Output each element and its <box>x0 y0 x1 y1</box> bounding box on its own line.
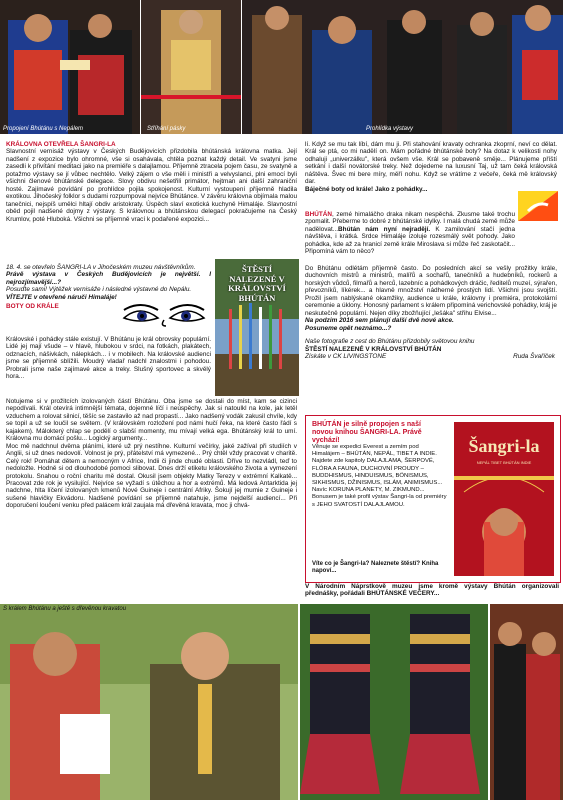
photo-bhutan-nepal <box>0 0 140 134</box>
photo-caption: Stříhání pásky <box>147 126 186 132</box>
paragraph: Do Bhútánu odlétám příjemně často. Do posledních akcí se vešly prožitky krále, duchovních mistrů a ministrů, malířů a sochařů, tanečníků a hudebníků, rockerů a horských vůdců, filmařů a herců, lazebníc a pohádkových dráčic, ředitelů muzeí, sýrařen, převozníků, líkérek... a hlavně množství nádherné prostých lidí. Všichni jsou svojští. Prožil jsem nablýskané okamžiky, audience u krále, královny i premiéra, protokolární ceremonie a úklony. Honosný parlament s králem připomíná verichovské pohádky, kráj je neskutečně populární. Nejen díky zbožňující „lešáka" střihu Elvise... <box>305 265 557 317</box>
paragraph: Královské i pohádky stále existují. V Bhútánu je král obrovsky populární. Lidé jej mají všude – v hlavě, hlubokou v srdci, na fotkách, plakátech, odznacích, nášivkách, nálepkách... i v mobilech. Na královské audienci jsme se příjemně sblížili. Moudrý vladař nadchl znalostmi i pohodou. Probrali jsme naše zajímavé akce a treky. Slušný sportovec a skvělý hora... <box>6 336 211 381</box>
paragraph: VÍTEJTE v otevřené náruči Himaláje! <box>6 293 117 301</box>
paragraph: Moc mě nadchnul dvěma pláními, které už prý nestíhne. Kulturní večírky, jaké zažíval při studiích v Anglii, si už dnes nedovolí. Volnost je prý, přátelství má vymezené... Prý chtěl vždy pracovat v charitě. Celý rok! Pomáhat dětem a nemocným v Africe, Indii či jinde chudé oblasti. Dříve to nezvládl, teď to nedoložte. Hodně si od dlouhodobé pomoci slibovat. Dnes drží etiketu královského života a vymezení protokolu. Snahou o roční charitu mě dostal. Okusil jsem objekty Matky Terezy v extrémní Kalkatě... Pracovat zde rok je vysilující. Nejvíce se vyžadí s útěchou a hor a extrémů. Má ledová Antarktida jej nadchne, hlta líčení izolovaných kmenů Nové Guineje i centrální Afriky. Šokují jej mumie z Guineje i sušené hlavičky Ekvádoru. Nadšené povídání se příjemně natahuje, jsme nejdelší audiencí... Při doporučení loučení venku před palácem král zaujala má dřevěná kravata, moc ji chvá- <box>6 442 297 510</box>
paragraph: 18. 4. se otevřelo ŠANGRI-LA v Jihočeském muzeu návštěvníkům. <box>6 264 196 271</box>
left-column <box>6 141 297 223</box>
paragraph: Notujeme si v prožitcích izolovaných částí Bhútánu. Oba jsme se dostali do míst, kam se cizinci nepodívali. Král otevírá intimnější témata, dojemné líčí i neúspěchy. Jak si natoulkl na kole, jak letěl vzduchem a rolovat silnicí, těšíc se zastavilo až nad propastí... Jako nadšený vodák zakusil chvíle, kdy se topil a už se loučil se světem. (V královském rozložení pod námi hučí řeka, na které často řádí s kajakem). Málokterý chlap se podělí o slabší momenty, mu mívají velká ega. Bhútánský král to umí. Královna mu domácí pošlu... Logický argumenty... <box>6 398 297 443</box>
heading-queen: KRÁLOVNA OTEVŘELA ŠANGRI-LA <box>6 141 116 148</box>
buddha-eyes-icon <box>120 302 208 330</box>
book-cover <box>215 259 299 396</box>
paragraph: Naše fotografie z cest do Bhútánu přizdobily světovou knihu <box>305 338 475 346</box>
paragraph: , zemé himaláčho draka nikam nespěchá. Zkusme také trochu zpomalit. Přeberme to dobré z bhútánské idylky. I malá chudá země může nadělovat... <box>305 211 515 233</box>
ad-question: Víte co je Šangri-la? Naleznete štěstí? Kniha napoví... <box>312 561 439 575</box>
paragraph-emphasis: Báječné boty od krále! Jako z pohádky... <box>305 185 428 193</box>
photo-king-handshake <box>0 604 298 800</box>
heading-bhutan: BHÚTÁN <box>305 211 332 218</box>
photo-caption: Prohlídka výstavy <box>366 126 414 132</box>
paragraph-emphasis: Bhútán nám nyní nejradějí. <box>338 225 431 233</box>
photo-royal-boots <box>300 604 488 800</box>
right-column <box>305 141 557 193</box>
paragraph: Právě výstava v Českých Budějovicích je největší. I nejrozjímavější...? <box>6 271 211 286</box>
book-title-mention: ŠTĚSTÍ NALEZENÉ V KRÁLOVSTVÍ BHÚTÁN <box>305 345 442 353</box>
right-column-bhutan <box>305 211 515 256</box>
heading-boots: BOTY OD KRÁLE <box>6 303 59 311</box>
bhutan-flag-icon <box>518 191 558 221</box>
cover-subtitle: NEPÁL TIBET BHÚTÁN INDIE <box>476 460 532 465</box>
shangrila-book-cover <box>454 422 554 576</box>
paragraph: K zamilování stačí jedna návštěva, i krátká. Srdce Himaláje izoluje rozesmálý svět pohody. Jako pohádka, kde až za hranicí země krále Miroslava si může řeč zaskotačit... Připomíná vám to něco? <box>305 225 516 256</box>
bottom-note: V Národním Náprstkově muzeu jsme kromě výstavy Bhútán organizovali přednášky, pořádali BHÚTÁNSKÉ VEČERY... <box>305 583 559 598</box>
ad-headline: BHÚTÁN je silně propojen s naší novou knihou ŠANGRI-LA. Právě vychází! <box>312 421 422 444</box>
photo-ribbon-cutting <box>141 0 241 134</box>
photo-caption: Propojení Bhútánu s Nepálem <box>3 126 84 132</box>
book-ad-box <box>305 415 561 583</box>
photo-bhutan-evening <box>490 604 563 800</box>
paragraph: lí. Když se mu tak líbí, dám mu ji. Při stahování kravaty ochranka zkoprní, neví co dělat. Král se ptá, co mi nadělí on. Mám pořádné bhútánské boty? Na dotaz k velikosti nohy odhaluji „univerzálku", která ovšem vše. Král se pobaveně směje... Plánujeme příští setkání i další novátorské treky. Než dojedeme na luxusní Taj, už tam čeká královská náštěva. Švec mi bere míry, měří nohu. Když se vrátíme z večeře, čeká mě královský dar. <box>305 141 557 186</box>
cover-title: Šangri-la <box>468 436 540 456</box>
left-column-body <box>6 336 211 381</box>
paragraph-emphasis: Na podzim 2016 sem plánují další dvě nové akce. <box>305 317 454 325</box>
right-column-trips <box>305 265 557 360</box>
book-title: ŠTĚSTÍ NALEZENÉ V KRÁLOVSTVÍ BHÚTÁN <box>228 264 286 303</box>
paragraph: Slavnostní vernisáž výstavy v Českých Budějovicích přizdobila bhútánská královna matka. Její nadšení z expozice bylo ohromné, vše si osahávala, chtěla poznat každý detail. Ve svatyni jsme zasedli k přivítání meditaci jako na premiéře s dalajlamou. Příjemně ztracela pojem času, ze svatyně a potažmo výstavy se jí vůbec nechtělo. Velký zájem o vše měli i ministři a velvyslanci, plni emocí byli všichni členové bhútánské delegace. Slovy obdivu nešetřili primátor, hejtman ani další zahraniční hosté. Zajímavé povídání po prohlídce pojila spokojenost. Kulturní vystoupení příjemně hladila exotikou. Jihočeský folklor s dudami rozpumpoval nejvíce Bhútánce. V závěru královna objímala malou tanečnici, nejspíš umělci hltají obdiv aristokraty. Úspěch slaví exotická kuchyně Himaláje. Slavnostní oběd pojil nadšené dojmy z výstavy. S královnou a bhútánskou delegací pokračujeme na Český Krumlov, poté Hluboká. Všichni se příjemně vrací k podařené expozici... <box>6 148 297 223</box>
photo-caption: S králem Bhútánu a ještě s dřevěnou kravatou <box>3 606 127 612</box>
author: Ruda Švaříček <box>513 352 555 360</box>
left-column-bottom <box>6 398 297 510</box>
photo-exhibition-tour <box>242 0 563 134</box>
paragraph: Posuďte sami! Výtěžek vernisáže i následné výstavné do Nepálu. <box>6 286 192 294</box>
paragraph-emphasis: Posuneme opět neznámo...? <box>305 324 392 332</box>
ad-body: Věnuje se expedici Everest a zemím pod Himalájem – BHÚTÁN, NEPÁL, TIBET A INDIE. Najdete zde kapitoly DALAJLAMA, ŠERPOVÉ, FLÓRA A FAUNA, DUCHOVNÍ PROUDY – BUDDHISMUS, HINDUISMUS, BÖNISMUS, SIKHISMUS, DŽINISMUS, ISLÁM, ANIMISMUS... Navíc KORUNA PLANETY, M. ZIKMUND... Bonusem je také profil výstav Šangri-la od premiéry s JEHO SVATOSTÍ DALAJLAMOU. <box>312 444 447 508</box>
paragraph: Získáte v CK LIVINGSTONE <box>305 352 387 360</box>
